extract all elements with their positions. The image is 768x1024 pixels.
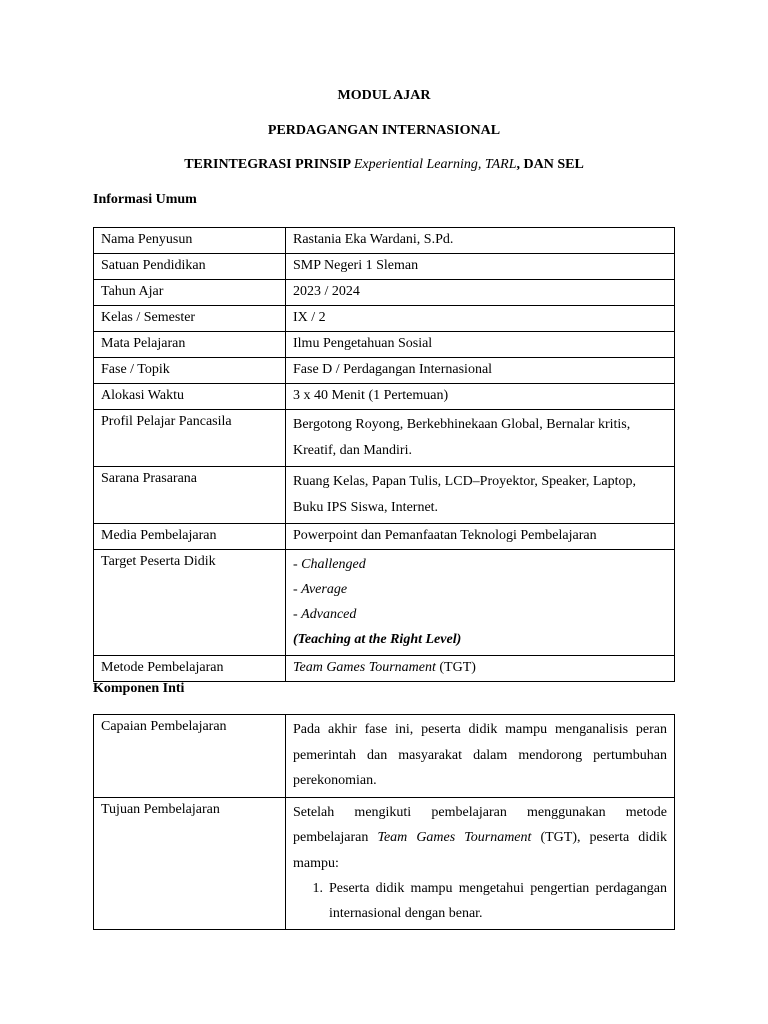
table-row xyxy=(94,550,675,656)
row-label: Alokasi Waktu xyxy=(94,384,286,410)
informasi-umum-table xyxy=(93,227,675,682)
document-subtitle: PERDAGANGAN INTERNASIONAL xyxy=(267,123,501,138)
table-row xyxy=(94,306,675,332)
row-label: Profil Pelajar Pancasila xyxy=(94,410,286,467)
row-label: Mata Pelajaran xyxy=(94,332,286,358)
row-label: Nama Penyusun xyxy=(94,228,286,254)
row-label: Fase / Topik xyxy=(94,358,286,384)
target-list xyxy=(286,550,675,656)
table-row xyxy=(94,797,675,930)
row-label: Kelas / Semester xyxy=(94,306,286,332)
row-value: Powerpoint dan Pemanfaatan Teknologi Pembelajaran xyxy=(286,524,675,550)
capaian-value: Pada akhir fase ini, peserta didik mampu menganalisis peran pemerintah dan masyarakat dalam mendorong pertumbuhan perekonomian. xyxy=(286,715,675,798)
tujuan-value xyxy=(286,797,675,930)
row-value: SMP Negeri 1 Sleman xyxy=(286,254,675,280)
table-row xyxy=(94,332,675,358)
table-row xyxy=(94,280,675,306)
table-row xyxy=(94,410,675,467)
target-item-challenged: - Challenged xyxy=(293,557,366,572)
tagline-suffix: , DAN SEL xyxy=(516,157,584,172)
target-item-average: - Average xyxy=(293,582,348,597)
table-row xyxy=(94,384,675,410)
row-value: Ruang Kelas, Papan Tulis, LCD–Proyektor, Speaker, Laptop, Buku IPS Siswa, Internet. xyxy=(286,467,675,524)
row-label: Target Peserta Didik xyxy=(94,550,286,656)
section-heading-informasi-umum: Informasi Umum xyxy=(93,192,197,207)
list-text: Peserta didik mampu mengetahui pengertian perdagangan internasional dengan benar. xyxy=(329,881,667,921)
row-value: 3 x 40 Menit (1 Pertemuan) xyxy=(286,384,675,410)
table-row xyxy=(94,358,675,384)
tagline-prefix: TERINTEGRASI PRINSIP xyxy=(184,157,354,172)
table-row xyxy=(94,715,675,798)
target-item-advanced: - Advanced xyxy=(293,607,357,622)
row-value: IX / 2 xyxy=(286,306,675,332)
tagline-italic: Experiential Learning, TARL xyxy=(353,157,517,172)
row-label: Media Pembelajaran xyxy=(94,524,286,550)
row-label: Sarana Prasarana xyxy=(94,467,286,524)
row-label: Metode Pembelajaran xyxy=(94,656,286,682)
table-row xyxy=(94,467,675,524)
document-title: MODUL AJAR xyxy=(337,88,431,103)
section-heading-komponen-inti: Komponen Inti xyxy=(93,681,185,696)
komponen-inti-table xyxy=(93,714,675,930)
list-item xyxy=(293,876,667,926)
row-label: Tujuan Pembelajaran xyxy=(94,797,286,930)
row-value: Rastania Eka Wardani, S.Pd. xyxy=(286,228,675,254)
table-row xyxy=(94,524,675,550)
table-row xyxy=(94,254,675,280)
tujuan-intro: Setelah mengikuti pembelajaran menggunakan metode pembelajaran Team Games Tournament (TGT), peserta didik mampu: xyxy=(293,804,668,871)
list-number: 1. xyxy=(312,881,323,896)
table-row xyxy=(94,656,675,682)
method-value: Team Games Tournament (TGT) xyxy=(286,656,675,682)
row-value: Bergotong Royong, Berkebhinekaan Global, Bernalar kritis, Kreatif, dan Mandiri. xyxy=(286,410,675,467)
row-value: 2023 / 2024 xyxy=(286,280,675,306)
target-note: (Teaching at the Right Level) xyxy=(293,632,462,647)
row-label: Satuan Pendidikan xyxy=(94,254,286,280)
row-label: Capaian Pembelajaran xyxy=(94,715,286,798)
table-row xyxy=(94,228,675,254)
row-value: Fase D / Perdagangan Internasional xyxy=(286,358,675,384)
row-label: Tahun Ajar xyxy=(94,280,286,306)
row-value: Ilmu Pengetahuan Sosial xyxy=(286,332,675,358)
document-tagline xyxy=(0,157,768,173)
